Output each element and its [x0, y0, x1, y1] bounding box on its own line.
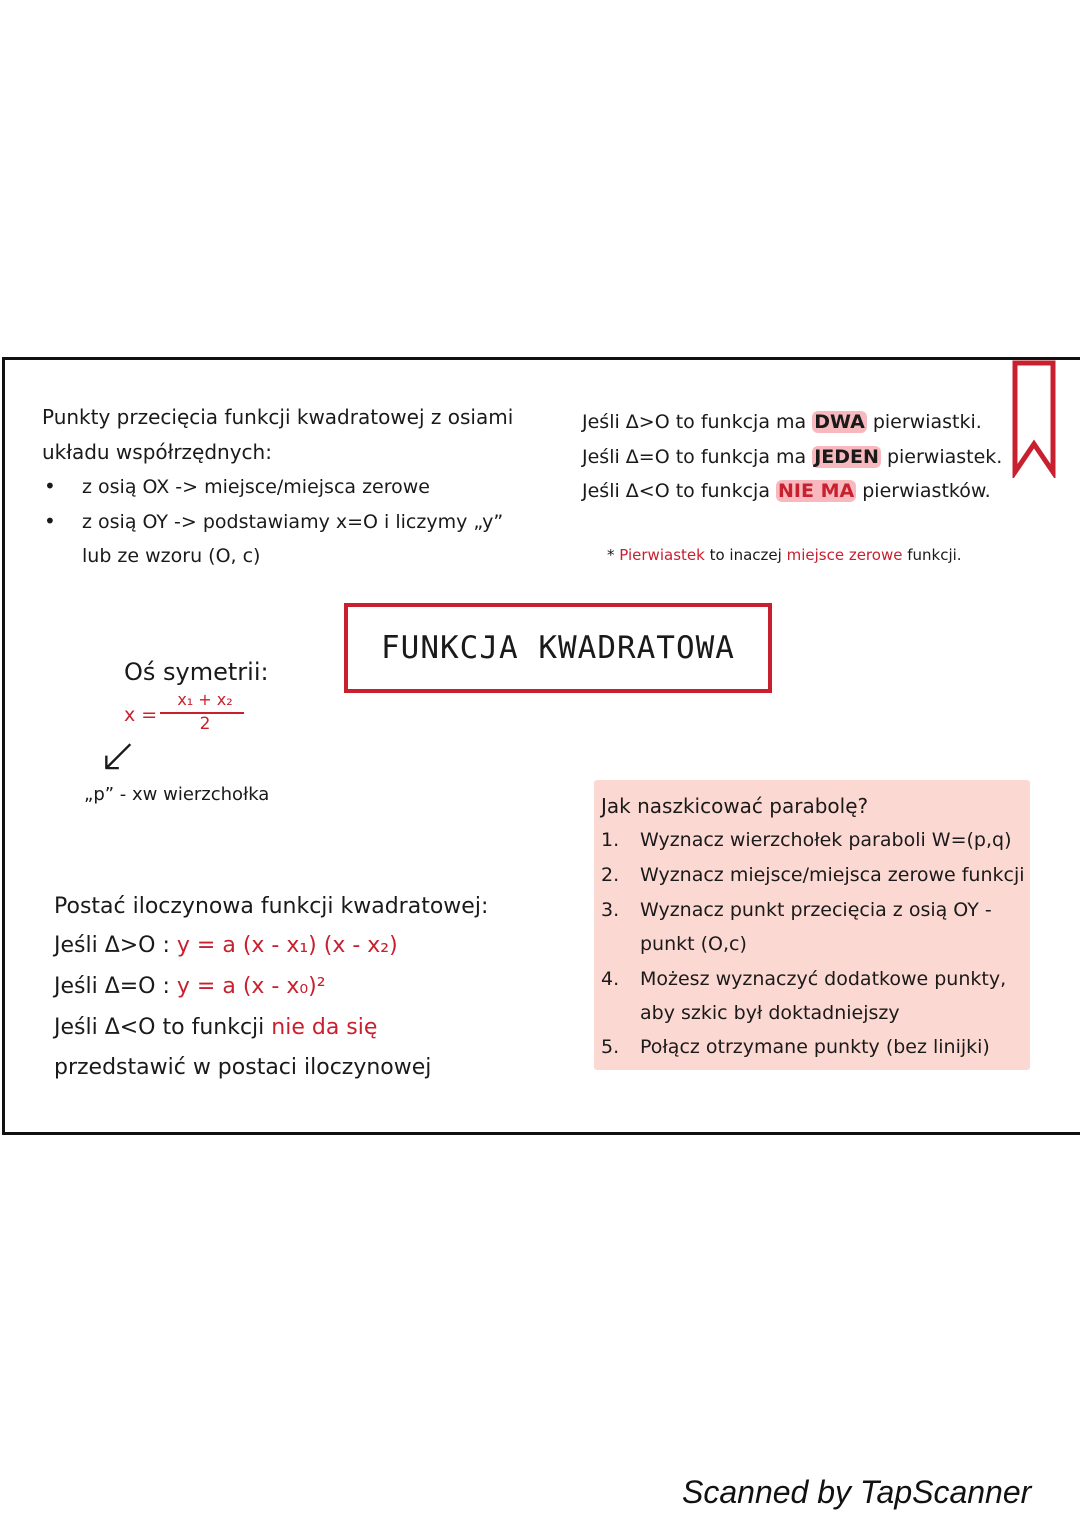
delta-line-zero: Jeśli Δ=O to funkcja ma JEDEN pierwiastek.	[582, 446, 1003, 468]
symmetry-note: „p” - xw wierzchołka	[84, 784, 270, 805]
step-number: 1.	[601, 829, 620, 851]
arrow-icon: ↙	[98, 727, 139, 783]
sketch-box	[594, 780, 1030, 1070]
highlight-none: NIE MA	[778, 480, 855, 502]
step-text: Wyznacz punkt przecięcia z osią OY -	[640, 899, 992, 921]
bookmark-icon	[1012, 360, 1056, 478]
sketch-heading: Jak naszkicować parabolę?	[601, 794, 869, 818]
step-number: 4.	[601, 968, 620, 990]
axes-heading-line1: Punkty przecięcia funkcji kwadratowej z osiami	[42, 405, 514, 429]
symmetry-heading: Oś symetrii:	[124, 658, 269, 686]
step-text-continued: punkt (O,c)	[640, 933, 747, 955]
axes-item-oy: z osią OY -> podstawiamy x=O i liczymy „y”	[82, 511, 504, 533]
bullet-icon: •	[44, 474, 56, 498]
axes-item-oy-formula: lub ze wzoru (O, c)	[82, 545, 261, 567]
axes-item-ox: z osią OX -> miejsce/miejsca zerowe	[82, 476, 430, 498]
step-text: Wyznacz miejsce/miejsca zerowe funkcji	[640, 864, 1025, 886]
step-text: Wyznacz wierzchołek paraboli W=(p,q)	[640, 829, 1012, 851]
product-form-line3: Jeśli Δ<O to funkcji nie da się	[54, 1015, 378, 1040]
step-number: 5.	[601, 1036, 620, 1058]
step-text: Możesz wyznaczyć dodatkowe punkty,	[640, 968, 1007, 990]
footnote: * Pierwiastek to inaczej miejsce zerowe funkcji.	[607, 546, 962, 564]
delta-line-negative: Jeśli Δ<O to funkcja NIE MA pierwiastków.	[582, 480, 991, 502]
step-number: 3.	[601, 899, 620, 921]
step-text-continued: aby szkic był doktadniejszy	[640, 1002, 900, 1024]
step-number: 2.	[601, 864, 620, 886]
product-form-line1: Jeśli Δ>O : y = a (x - x₁) (x - x₂)	[54, 933, 398, 958]
page-title: FUNKCJA KWADRATOWA	[344, 603, 772, 693]
product-form-line4: przedstawić w postaci iloczynowej	[54, 1055, 432, 1080]
symmetry-numerator: x₁ + x₂	[177, 690, 233, 709]
product-form-heading: Postać iloczynowa funkcji kwadratowej:	[54, 894, 489, 919]
highlight-one: JEDEN	[814, 446, 879, 468]
bullet-icon: •	[44, 509, 56, 533]
symmetry-denominator: 2	[199, 714, 211, 734]
product-form-line2: Jeśli Δ=O : y = a (x - x₀)²	[54, 974, 326, 999]
delta-line-positive: Jeśli Δ>O to funkcja ma DWA pierwiastki.	[582, 411, 982, 433]
step-text: Połącz otrzymane punkty (bez linijki)	[640, 1036, 990, 1058]
scanner-watermark: Scanned by TapScanner	[682, 1474, 1032, 1510]
highlight-two: DWA	[814, 411, 865, 433]
axes-heading-line2: układu współrzędnych:	[42, 440, 272, 464]
symmetry-x-eq: x =	[124, 704, 158, 726]
